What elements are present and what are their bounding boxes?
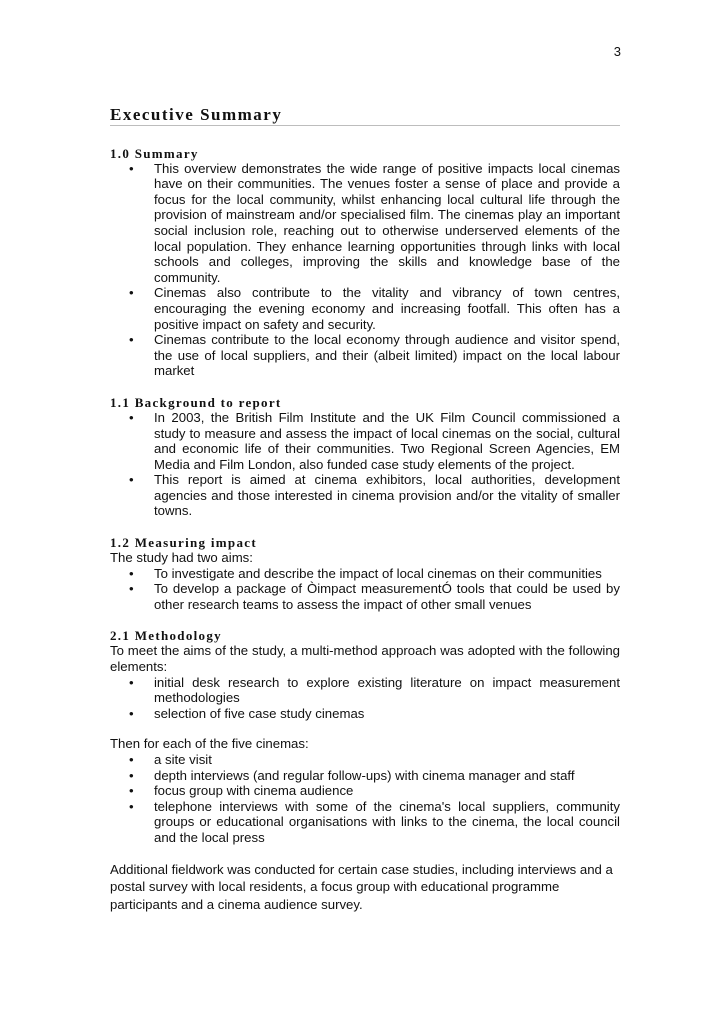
list-item: • To investigate and describe the impact of local cinemas on their communities	[129, 565, 602, 581]
bullet-icon: •	[129, 752, 134, 767]
list-item: • telephone interviews with some of the cinema's local suppliers, community groups or educational organisations with links to the cinema, the local council and the local press	[129, 798, 620, 845]
section-heading-background: 1.1 Background to report	[110, 394, 282, 410]
closing-paragraph: Additional fieldwork was conducted for certain case studies, including interviews and a postal survey with local residents, a focus group with educational programme participants and a cinema audience survey.	[110, 861, 613, 912]
measuring-intro: The study had two aims:	[110, 550, 253, 566]
bullet-icon: •	[129, 798, 134, 814]
list-item: • focus group with cinema audience	[129, 783, 354, 799]
list-item: • a site visit	[129, 752, 212, 767]
list-item: • initial desk research to explore existing literature on impact measurement methodologies	[129, 674, 620, 706]
bullet-icon: •	[129, 285, 134, 301]
bullet-icon: •	[129, 581, 134, 597]
methodology-intro: To meet the aims of the study, a multi-method approach was adopted with the following elements:	[110, 643, 620, 675]
list-item: • To develop a package of Òimpact measurementÓ tools that could be used by other research teams to assess the impact of other small venues	[129, 581, 620, 612]
list-item: • depth interviews (and regular follow-ups) with cinema manager and staff	[129, 767, 575, 783]
bullet-icon: •	[129, 160, 134, 176]
list-item: • In 2003, the British Film Institute and the UK Film Council commissioned a study to measure and assess the impact of local cinemas on the social, cultural and economic life of their communities. Two Regional Screen Agencies, EM Media and Film London, also funded case study elements of the project.	[129, 409, 620, 472]
bullet-icon: •	[129, 472, 134, 488]
methodology-list	[110, 675, 620, 722]
list-item: • This overview demonstrates the wide range of positive impacts local cinemas have on their communities. The venues foster a sense of place and provide a focus for the local community, whilst enhancing local cultural life through the provision of mainstream and/or specialised film. The cinemas play an important social inclusion role, reaching out to otherwise underserved elements of the local population. They enhance learning opportunities through links with local schools and colleges, improving the skills and knowledge base of the community.	[129, 160, 620, 285]
page-number: 3	[613, 44, 621, 59]
list-item: • Cinemas contribute to the local economy through audience and visitor spend, the use of local suppliers, and their (albeit limited) impact on the local labour market	[129, 332, 620, 379]
page-title: Executive Summary	[110, 107, 620, 126]
bullet-icon: •	[129, 332, 134, 348]
section-heading-measuring-impact: 1.2 Measuring impact	[110, 535, 257, 551]
bullet-icon: •	[129, 674, 134, 690]
bullet-icon: •	[129, 409, 134, 425]
document-body	[110, 107, 620, 913]
bullet-icon: •	[129, 783, 134, 799]
background-list	[110, 410, 620, 519]
section-heading-summary: 1.0 Summary	[110, 145, 199, 161]
bullet-icon: •	[129, 565, 134, 581]
list-item: • This report is aimed at cinema exhibitors, local authorities, development agencies and those interested in cinema provision and/or the vitality of smaller towns.	[129, 472, 620, 519]
list-item: • selection of five case study cinemas	[129, 705, 365, 721]
cinemas-intro: Then for each of the five cinemas:	[110, 736, 309, 752]
summary-list	[110, 161, 620, 379]
bullet-icon: •	[129, 705, 134, 721]
section-heading-methodology: 2.1 Methodology	[110, 628, 222, 644]
bullet-icon: •	[129, 767, 134, 783]
list-item: • Cinemas also contribute to the vitality and vibrancy of town centres, encouraging the evening economy and increasing footfall. This often has a positive impact on safety and security.	[129, 285, 620, 332]
fieldwork-list	[110, 752, 620, 846]
aims-list	[110, 566, 620, 613]
